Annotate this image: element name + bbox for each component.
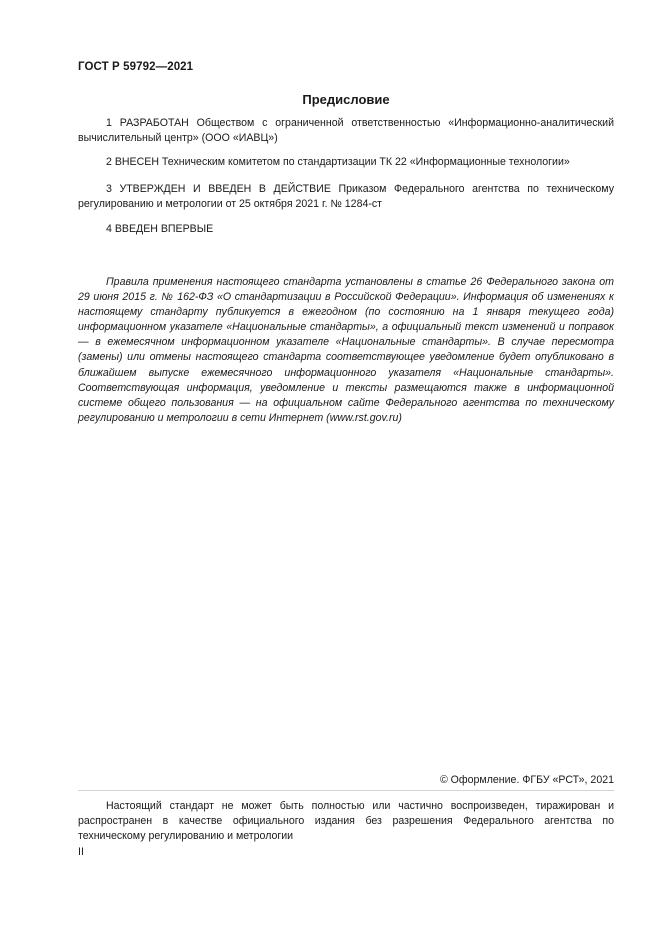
preface-item-first-introduced: 4 ВВЕДЕН ВПЕРВЫЕ xyxy=(106,223,214,235)
footer-divider xyxy=(78,790,614,791)
preface-item-developed: 1 РАЗРАБОТАН Обществом с ограниченной ответственностью «Информационно-аналитический вычислительный центр» (ООО «ИАВЦ») xyxy=(78,117,614,144)
page-number: II xyxy=(78,846,84,858)
reproduction-notice: Настоящий стандарт не может быть полностью или частично воспроизведен, тиражирован и распространен в качестве официального издания без разрешения Федерального агентства по техническому регулированию и метрологии xyxy=(78,800,614,842)
document-code: ГОСТ Р 59792—2021 xyxy=(78,61,194,73)
application-rules-notice: Правила применения настоящего стандарта установлены в статье 26 Федерального закона от 29 июня 2015 г. № 162-ФЗ «О стандартизации в Российской Федерации». Информация об изменениях к настоящему стандарту публикуется в ежегодном (по состоянию на 1 января текущего года) информационном указателе «Национальные стандарты», а официальный текст изменений и поправок — в ежемесячном информационном указателе «Национальные стандарты». В случае пересмотра (замены) или отмены настоящего стандарта соответствующее уведомление будет опубликовано в ближайшем выпуске ежемесячного информационного указателя «Национальные стандарты». Соответствующая информация, уведомление и тексты размещаются также в информационной системе общего пользования — на официальном сайте Федерального агентства по техническому регулированию и метрологии в сети Интернет (www.rst.gov.ru) xyxy=(78,276,614,424)
preface-item-approved: 3 УТВЕРЖДЕН И ВВЕДЕН В ДЕЙСТВИЕ Приказом Федерального агентства по техническому регулированию и метрологии от 25 октября 2021 г. № 1284-ст xyxy=(78,183,614,210)
section-title: Предисловие xyxy=(302,92,390,107)
copyright-line: © Оформление. ФГБУ «РСТ», 2021 xyxy=(439,774,614,786)
preface-item-submitted: 2 ВНЕСЕН Техническим комитетом по стандартизации ТК 22 «Информационные технологии» xyxy=(106,156,570,168)
